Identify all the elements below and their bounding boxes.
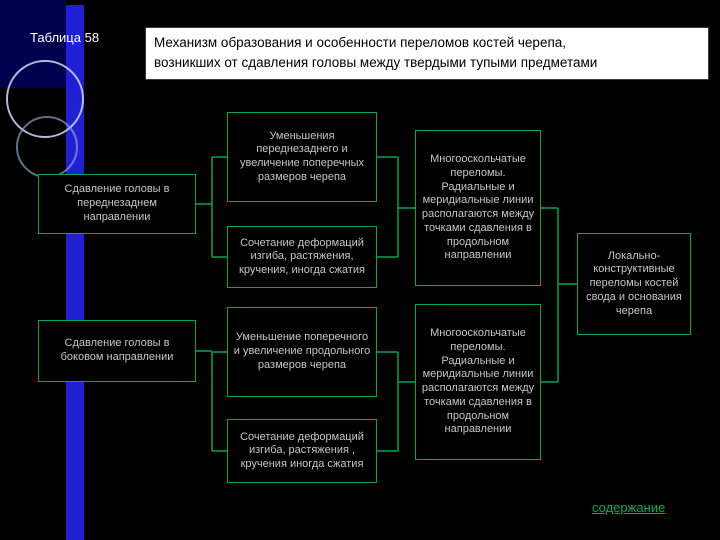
contents-link[interactable]: содержание [592, 500, 666, 515]
box-local-constructive-fractures: Локально-конструктивные переломы костей свода и основания черепа [577, 233, 691, 335]
box-deformation-lateral-dimensions: Уменьшение поперечного и увеличение продольного размеров черепа [227, 307, 377, 397]
box-deformation-combination-bottom: Сочетание деформаций изгиба, растяжения , кручения иногда сжатия [227, 419, 377, 483]
slide-title-line1: Механизм образования и особенности переломов костей черепа, [154, 35, 567, 50]
box-deformation-ap-dimensions: Уменьшения переднезаднего и увеличение поперечных размеров черепа [227, 112, 377, 202]
box-compression-lateral: Сдавление головы в боковом направлении [38, 320, 196, 382]
box-multifragment-fractures-bottom: Многооскольчатые переломы. Радиальные и меридиальные линии располагаются между точками сдавления в продольном направлении [415, 304, 541, 460]
slide-title [145, 27, 709, 80]
table-number-label: Таблица 58 [30, 30, 100, 45]
slide-title-line2: возникших от сдавления головы между твердыми тупыми предметами [154, 55, 598, 71]
ring-decoration-small [16, 116, 78, 178]
box-compression-anteroposterior: Сдавление головы в переднезаднем направлении [38, 174, 196, 234]
box-multifragment-fractures-top: Многооскольчатые переломы. Радиальные и меридиальные линии располагаются между точками сдавления в продольном направлении [415, 130, 541, 286]
box-deformation-combination-top: Сочетание деформаций изгиба, растяжения, кручения, иногда сжатия [227, 226, 377, 288]
